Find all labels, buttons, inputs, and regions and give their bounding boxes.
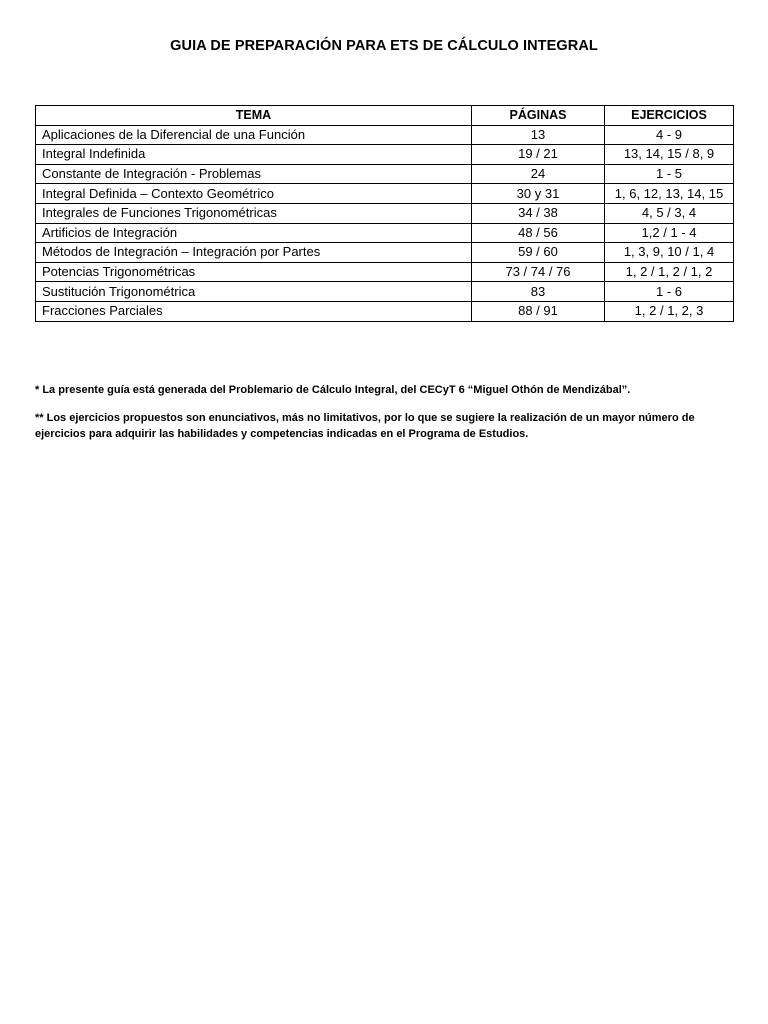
table-row <box>36 243 734 263</box>
table-row <box>36 301 734 321</box>
table-row <box>36 223 734 243</box>
table-row <box>36 184 734 204</box>
cell-paginas: 83 <box>472 282 605 302</box>
cell-ejercicios: 1 - 6 <box>605 282 734 302</box>
cell-tema: Métodos de Integración – Integración por Partes <box>36 243 472 263</box>
cell-paginas: 34 / 38 <box>472 203 605 223</box>
cell-ejercicios: 4, 5 / 3, 4 <box>605 203 734 223</box>
cell-paginas: 88 / 91 <box>472 301 605 321</box>
cell-paginas: 73 / 74 / 76 <box>472 262 605 282</box>
cell-tema: Artificios de Integración <box>36 223 472 243</box>
cell-paginas: 48 / 56 <box>472 223 605 243</box>
cell-ejercicios: 1, 2 / 1, 2, 3 <box>605 301 734 321</box>
table-row <box>36 164 734 184</box>
topics-table <box>35 105 734 322</box>
cell-tema: Fracciones Parciales <box>36 301 472 321</box>
cell-paginas: 59 / 60 <box>472 243 605 263</box>
cell-tema: Potencias Trigonométricas <box>36 262 472 282</box>
header-ejercicios: EJERCICIOS <box>605 106 734 126</box>
cell-ejercicios: 4 - 9 <box>605 125 734 145</box>
cell-ejercicios: 1, 3, 9, 10 / 1, 4 <box>605 243 734 263</box>
table-header-row <box>36 106 734 126</box>
cell-paginas: 19 / 21 <box>472 145 605 165</box>
cell-ejercicios: 13, 14, 15 / 8, 9 <box>605 145 734 165</box>
cell-tema: Constante de Integración - Problemas <box>36 164 472 184</box>
cell-tema: Aplicaciones de la Diferencial de una Función <box>36 125 472 145</box>
table-row <box>36 203 734 223</box>
table-row <box>36 145 734 165</box>
table-row <box>36 282 734 302</box>
table-row <box>36 262 734 282</box>
cell-paginas: 24 <box>472 164 605 184</box>
cell-paginas: 13 <box>472 125 605 145</box>
cell-tema: Integrales de Funciones Trigonométricas <box>36 203 472 223</box>
footnotes <box>35 382 735 454</box>
document-title: GUIA DE PREPARACIÓN PARA ETS DE CÁLCULO INTEGRAL <box>170 38 598 54</box>
cell-ejercicios: 1 - 5 <box>605 164 734 184</box>
cell-paginas: 30 y 31 <box>472 184 605 204</box>
cell-tema: Integral Indefinida <box>36 145 472 165</box>
cell-tema: Sustitución Trigonométrica <box>36 282 472 302</box>
cell-tema: Integral Definida – Contexto Geométrico <box>36 184 472 204</box>
cell-ejercicios: 1,2 / 1 - 4 <box>605 223 734 243</box>
header-paginas: PÁGINAS <box>472 106 605 126</box>
header-tema: TEMA <box>36 106 472 126</box>
cell-ejercicios: 1, 6, 12, 13, 14, 15 <box>605 184 734 204</box>
cell-ejercicios: 1, 2 / 1, 2 / 1, 2 <box>605 262 734 282</box>
footnote-exercises: ** Los ejercicios propuestos son enunciativos, más no limitativos, por lo que se sugiere la realización de un mayor número de ejercicios para adquirir las habilidades y competencias indicadas en el Programa de Estudios. <box>35 412 695 440</box>
footnote-source: * La presente guía está generada del Problemario de Cálculo Integral, del CECyT 6 “Miguel Othón de Mendizábal”. <box>35 384 631 396</box>
table-row <box>36 125 734 145</box>
